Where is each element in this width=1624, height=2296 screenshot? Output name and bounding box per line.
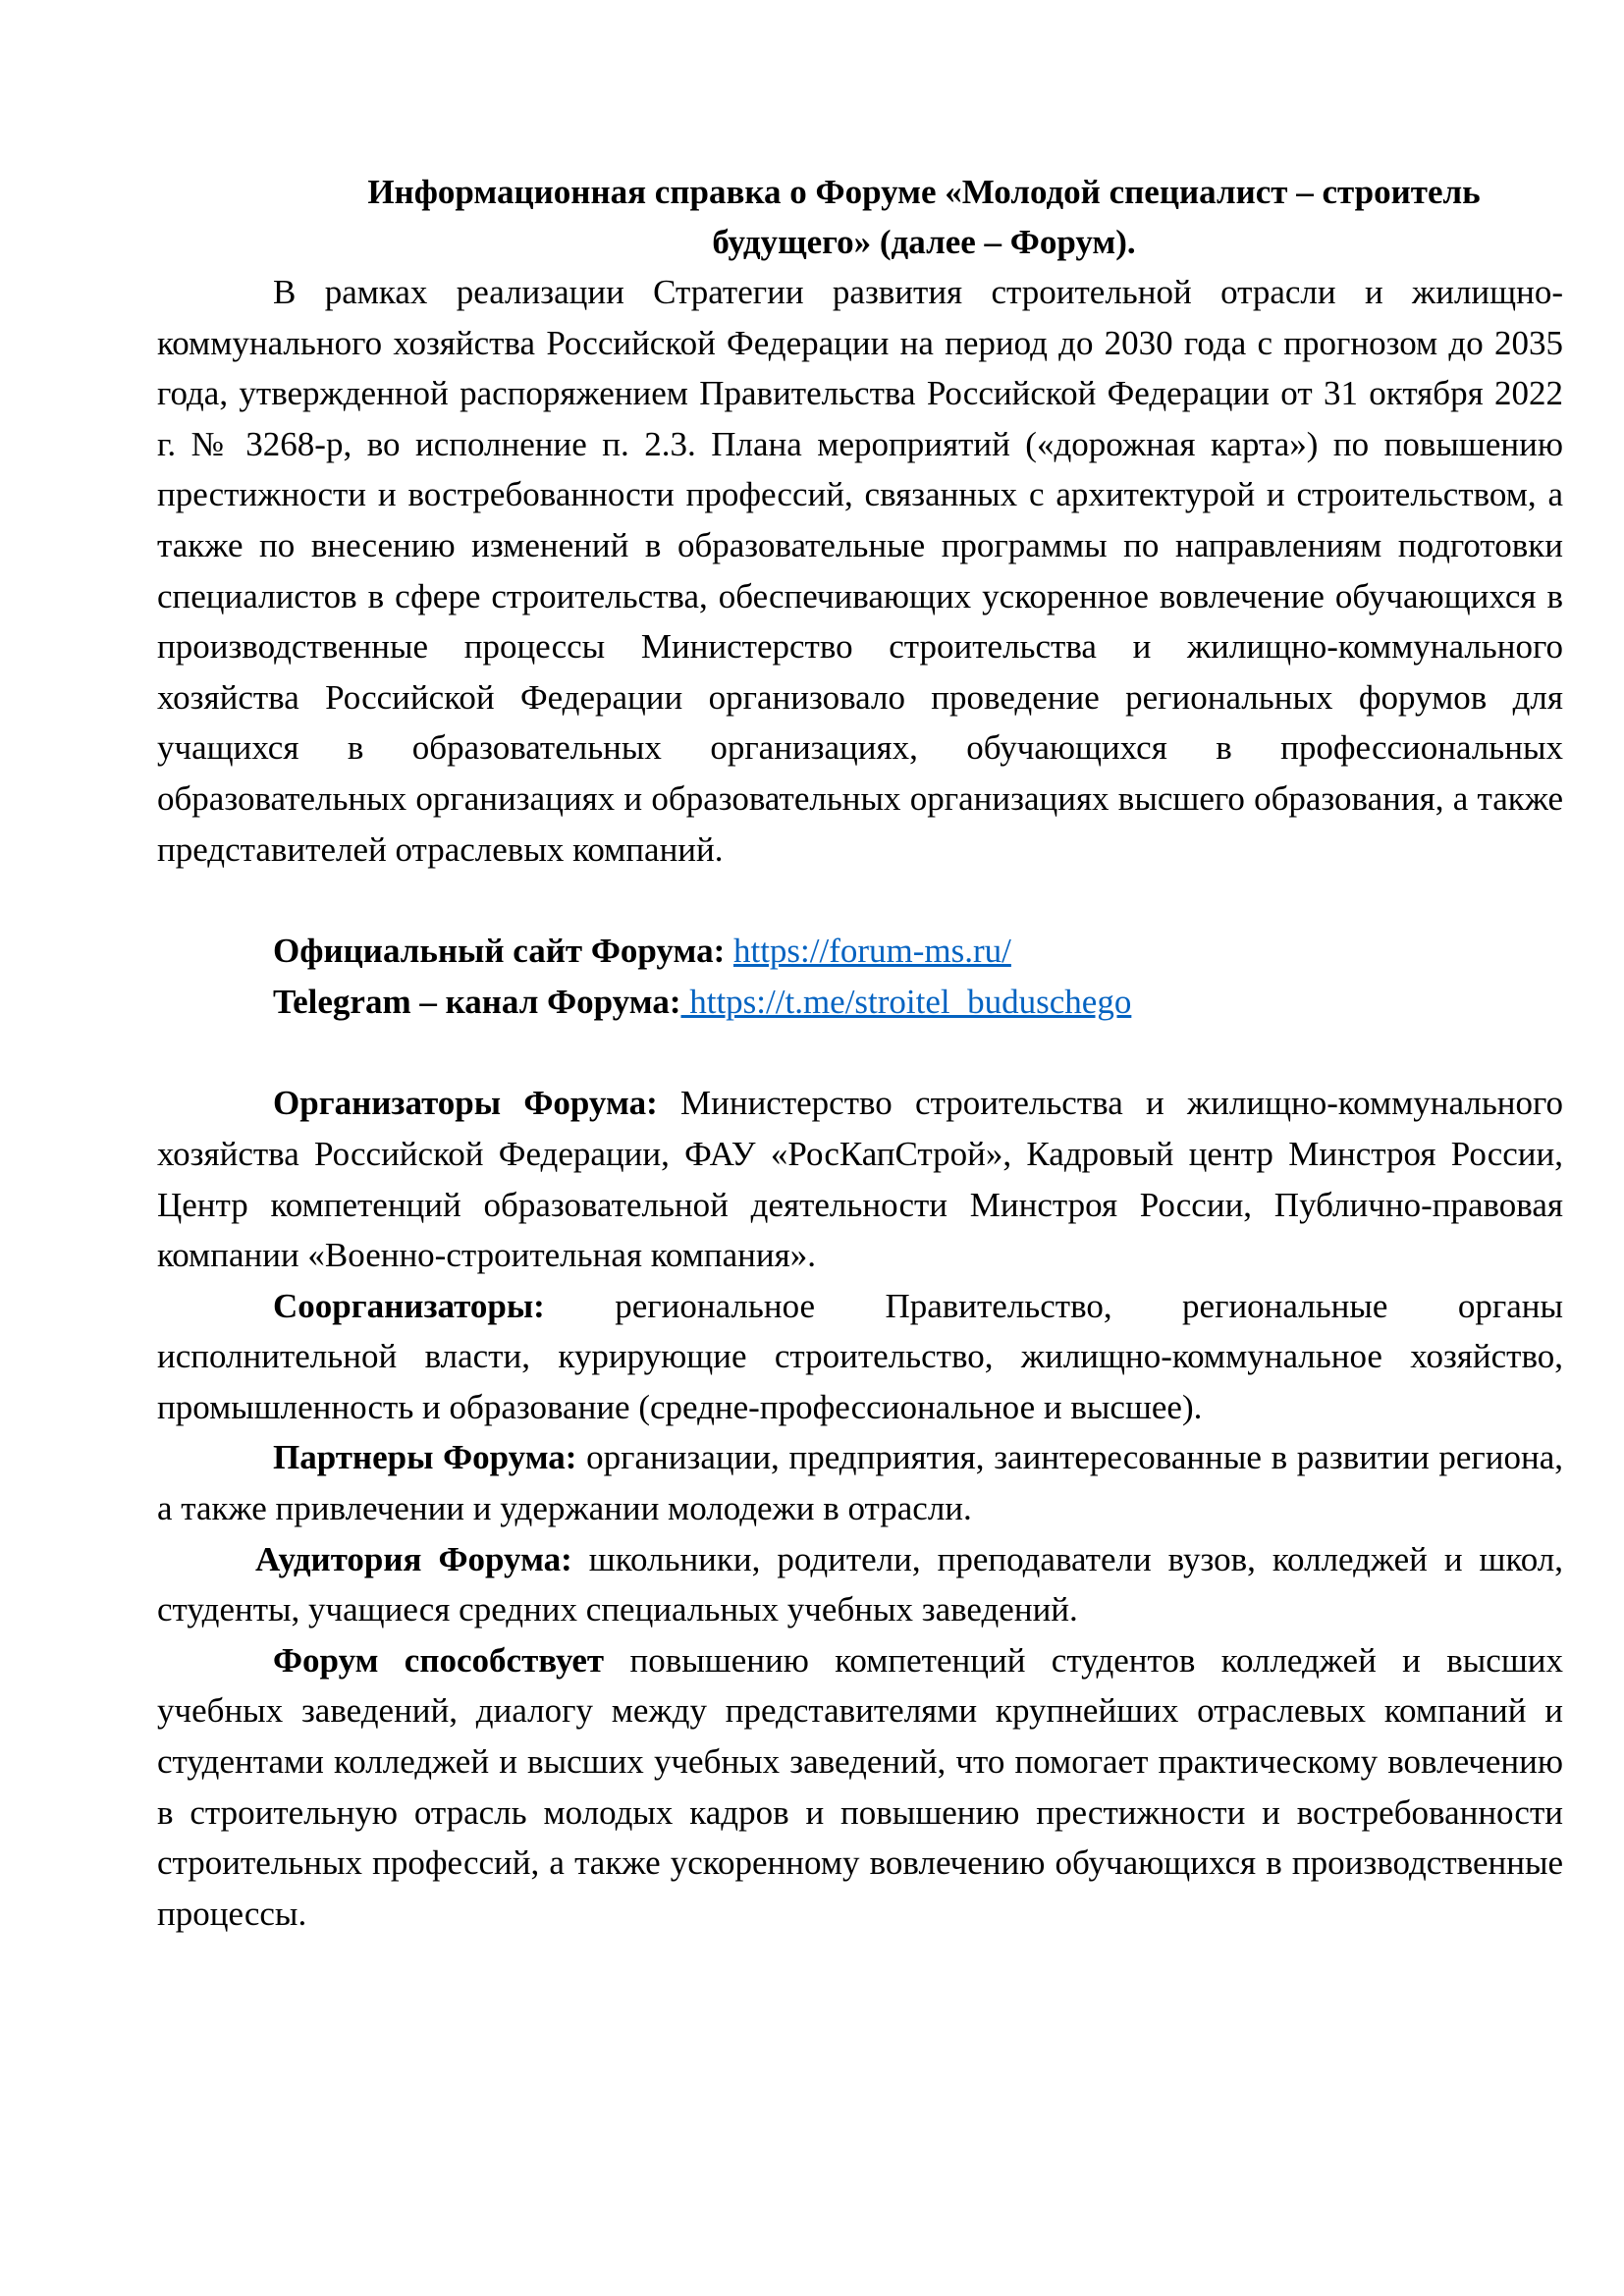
promotes-label: Форум способствует (273, 1640, 605, 1680)
coorganizers-text: региональное Правительство, региональные органы исполнительной власти, курирующие строительство, жилищно-коммунальное хозяйство, промышленность и образование (средне-профессиональное и высшее). (157, 1286, 1563, 1426)
site-link[interactable]: https://forum-ms.ru/ (732, 932, 1011, 971)
telegram-link[interactable]: https://t.me/stroitel_buduschego (680, 982, 1132, 1021)
organizers-paragraph (157, 1078, 1563, 1280)
audience-text: школьники, родители, преподаватели вузов, колледжей и школ, студенты, учащиеся средних специальных учебных заведений. (157, 1539, 1563, 1629)
title-line-1: Информационная справка о Форуме «Молодой специалист – строитель (367, 173, 1481, 211)
partners-label: Партнеры Форума: (273, 1438, 577, 1477)
document-title (157, 167, 1563, 267)
coorganizers-paragraph (157, 1281, 1563, 1433)
site-line (157, 926, 1563, 977)
document-page (157, 167, 1563, 1939)
spacer (157, 1027, 1563, 1078)
audience-label: Аудитория Форума: (255, 1539, 572, 1578)
organizers-label: Организаторы Форума: (273, 1084, 658, 1123)
promotes-paragraph (157, 1635, 1563, 1940)
promotes-text: повышению компетенций студентов колледжей и высших учебных заведений, диалогу между представителями крупнейших отраслевых компаний и студентами колледжей и высших учебных заведений, что помогает практическому вовлечению в строительную отрасль молодых кадров и повышению престижности и востребованности строительных профессий, а также ускоренному вовлечению обучающихся в производственные процессы. (157, 1640, 1563, 1933)
telegram-line (157, 977, 1563, 1028)
partners-paragraph (157, 1432, 1563, 1533)
coorganizers-label: Соорганизаторы: (273, 1286, 545, 1325)
intro-paragraph: В рамках реализации Стратегии развития строительной отрасли и жилищно-коммунального хозяйства Российской Федерации на период до 2030 года с прогнозом до 2035 года, утвержденной распоряжением Правительства Российской Федерации от 31 октября 2022 г. № 3268-р, во исполнение п. 2.3. Плана мероприятий («дорожная карта») по повышению престижности и востребованности профессий, связанных с архитектурой и строительством, а также по внесению изменений в образовательные программы по направлениям подготовки специалистов в сфере строительства, обеспечивающих ускоренное вовлечение обучающихся в производственные процессы Министерство строительства и жилищно-коммунального хозяйства Российской Федерации организовало проведение региональных форумов для учащихся в образовательных организациях, обучающихся в профессиональных образовательных организациях и образовательных организациях высшего образования, а также представителей отраслевых компаний. (157, 273, 1563, 869)
partners-text: организации, предприятия, заинтересованные в развитии региона, а также привлечении и удержании молодежи в отрасли. (157, 1438, 1564, 1528)
organizers-text: Министерство строительства и жилищно-коммунального хозяйства Российской Федерации, ФАУ «РосКапСтрой», Кадровый центр Минстроя России, Центр компетенций образовательной деятельности Минстроя России, Публично-правовая компании «Военно-строительная компания». (157, 1084, 1564, 1275)
audience-paragraph (157, 1534, 1563, 1635)
site-label: Официальный сайт Форума: (273, 932, 726, 971)
spacer (157, 875, 1563, 926)
telegram-label: Telegram – канал Форума: (273, 982, 681, 1021)
title-line-2: будущего» (далее – Форум). (712, 223, 1136, 261)
